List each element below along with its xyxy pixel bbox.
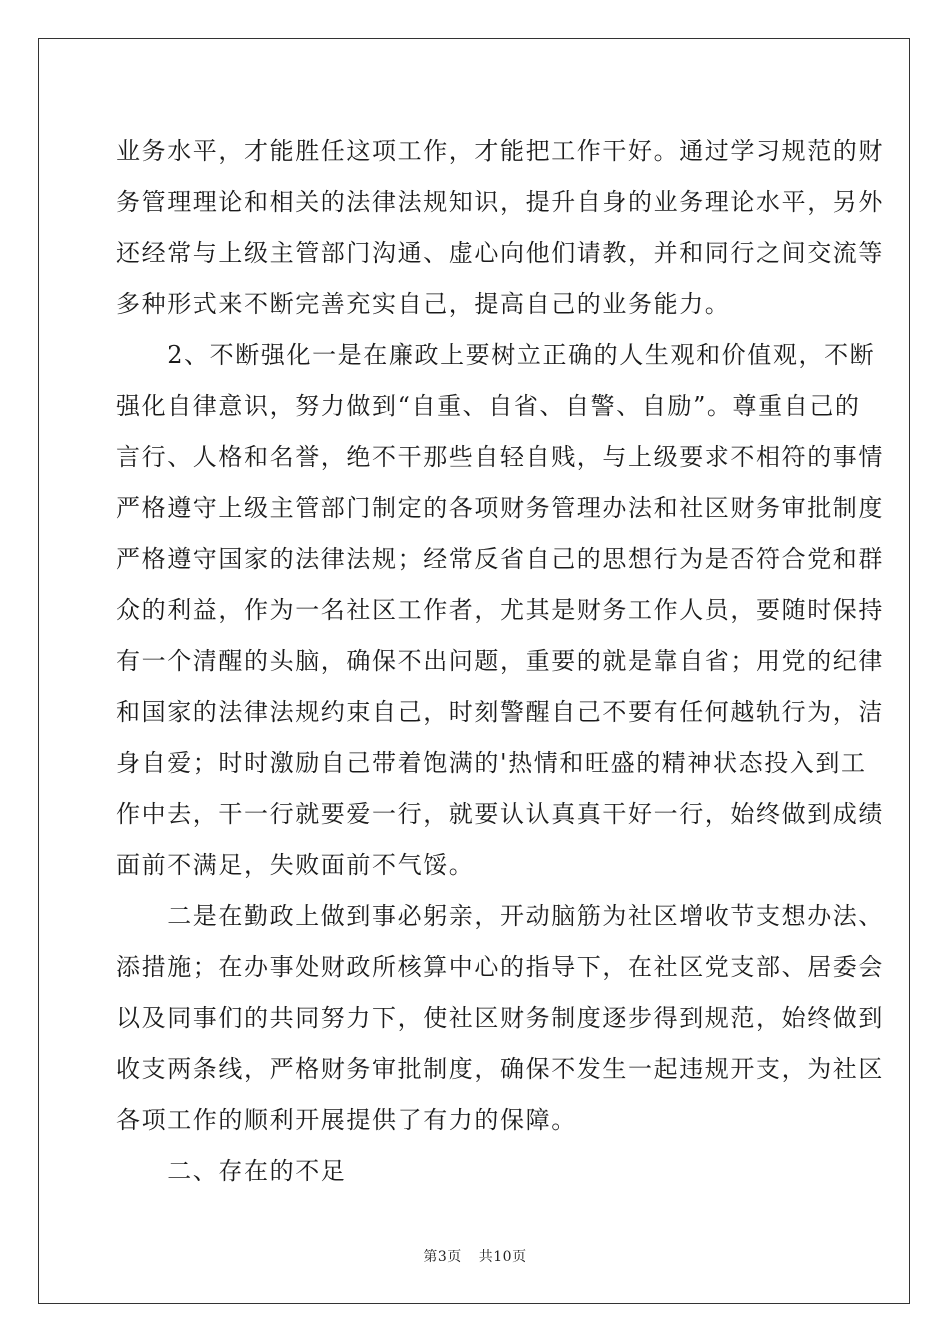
text-line: 2、不断强化一是在廉政上要树立正确的人生观和价值观，不断	[116, 341, 876, 369]
text-line: 以及同事们的共同努力下，使社区财务制度逐步得到规范，始终做到	[116, 1004, 884, 1032]
text-line: 和国家的法律法规约束自己，时刻警醒自己不要有任何越轨行为，洁	[116, 698, 884, 726]
document-body	[116, 126, 884, 1197]
text-line: 务管理理论和相关的法律法规知识，提升自身的业务理论水平，另外	[116, 188, 884, 216]
text-line: 业务水平，才能胜任这项工作，才能把工作干好。通过学习规范的财	[116, 137, 884, 165]
text-line: 面前不满足，失败面前不气馁。	[116, 851, 475, 879]
text-line: 有一个清醒的头脑，确保不出问题，重要的就是靠自省；用党的纪律	[116, 647, 884, 675]
text-line: 身自爱；时时激励自己带着饱满的'热情和旺盛的精神状态投入到工	[116, 749, 867, 777]
text-line: 强化自律意识，努力做到“自重、自省、自警、自励”。尊重自己的	[116, 392, 861, 420]
section-heading: 二、存在的不足	[116, 1157, 347, 1185]
text-line: 严格遵守国家的法律法规；经常反省自己的思想行为是否符合党和群	[116, 545, 884, 573]
text-line: 言行、人格和名誉，绝不干那些自轻自贱，与上级要求不相符的事情	[116, 443, 884, 471]
page-total: 共10页	[478, 1249, 527, 1265]
text-line: 严格遵守上级主管部门制定的各项财务管理办法和社区财务审批制度	[116, 494, 884, 522]
text-line: 各项工作的顺利开展提供了有力的保障。	[116, 1106, 577, 1134]
text-line: 添措施；在办事处财政所核算中心的指导下，在社区党支部、居委会	[116, 953, 884, 981]
page-footer	[0, 1246, 950, 1266]
page-number: 第3页	[423, 1249, 462, 1265]
text-line: 二是在勤政上做到事必躬亲，开动脑筋为社区增收节支想办法、	[116, 902, 884, 930]
text-line: 多种形式来不断完善充实自己，提高自己的业务能力。	[116, 290, 731, 318]
text-line: 众的利益，作为一名社区工作者，尤其是财务工作人员，要随时保持	[116, 596, 884, 624]
text-line: 还经常与上级主管部门沟通、虚心向他们请教，并和同行之间交流等	[116, 239, 884, 267]
text-line: 作中去，干一行就要爱一行，就要认认真真干好一行，始终做到成绩	[116, 800, 884, 828]
text-line: 收支两条线，严格财务审批制度，确保不发生一起违规开支，为社区	[116, 1055, 884, 1083]
